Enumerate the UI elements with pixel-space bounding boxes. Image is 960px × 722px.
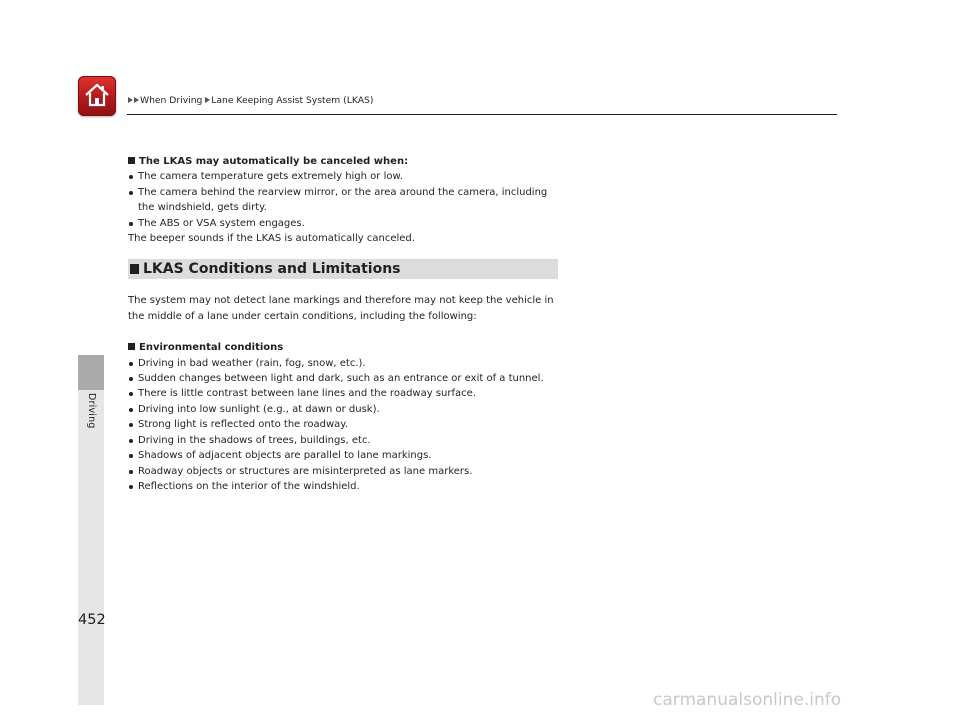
page-content	[128, 154, 568, 494]
square-bullet-icon	[128, 157, 135, 164]
list-item: Driving into low sunlight (e.g., at dawn or dusk).	[128, 402, 568, 417]
list-item: Reflections on the interior of the windshield.	[128, 479, 568, 494]
side-tab-strip	[78, 390, 104, 705]
list-item: Strong light is reflected onto the roadway.	[128, 417, 568, 432]
home-icon	[83, 82, 111, 108]
side-tab-marker	[78, 355, 104, 390]
list-item: The camera behind the rearview mirror, or the area around the camera, including	[128, 185, 568, 200]
square-bullet-icon	[130, 264, 139, 274]
list-item: Driving in bad weather (rain, fog, snow, etc.).	[128, 356, 568, 371]
breadcrumb-item-when-driving[interactable]: When Driving	[140, 95, 203, 106]
breadcrumb-arrow-icon	[205, 97, 210, 103]
list-item-continuation: the windshield, gets dirty.	[138, 202, 267, 214]
breadcrumb	[128, 95, 373, 106]
list-item: Sudden changes between light and dark, such as an entrance or exit of a tunnel.	[128, 371, 568, 386]
section-title: LKAS Conditions and Limitations	[143, 261, 401, 278]
list-item: Roadway objects or structures are misinterpreted as lane markers.	[128, 464, 568, 479]
watermark: carmanualsonline.info	[653, 690, 842, 710]
list-item: Driving in the shadows of trees, buildings, etc.	[128, 433, 568, 448]
square-bullet-icon	[128, 343, 135, 350]
list-item: The camera temperature gets extremely high or low.	[128, 169, 568, 184]
cancel-note: The beeper sounds if the LKAS is automatically canceled.	[128, 233, 415, 245]
header-rule	[127, 114, 837, 115]
environment-heading: Environmental conditions	[128, 340, 568, 355]
intro-line: The system may not detect lane markings and therefore may not keep the vehicle in	[128, 295, 554, 307]
home-button[interactable]	[78, 76, 116, 116]
breadcrumb-arrow-icon	[128, 97, 133, 103]
page-number: 452	[78, 612, 106, 628]
cancel-heading: The LKAS may automatically be canceled when:	[128, 154, 568, 169]
section-title-bar	[128, 259, 558, 279]
side-tab-label[interactable]: Driving	[86, 393, 97, 429]
intro-line: the middle of a lane under certain conditions, including the following:	[128, 310, 477, 322]
breadcrumb-arrow-icon	[134, 97, 139, 103]
list-item: Shadows of adjacent objects are parallel to lane markings.	[128, 448, 568, 463]
list-item: There is little contrast between lane lines and the roadway surface.	[128, 386, 568, 401]
list-item: The ABS or VSA system engages.	[128, 216, 568, 231]
breadcrumb-item-lkas[interactable]: Lane Keeping Assist System (LKAS)	[211, 95, 374, 106]
